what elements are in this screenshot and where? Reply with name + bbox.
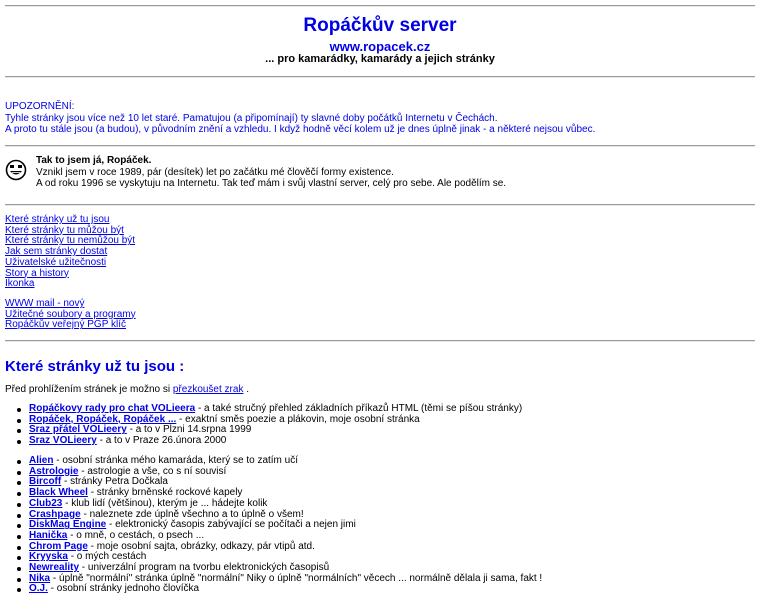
nav-link-story-history[interactable]: Story a history bbox=[5, 267, 69, 279]
nav-link-files-programs[interactable]: Užitečné soubory a programy bbox=[5, 308, 136, 320]
intro-heading: Tak to jsem já, Ropáček. bbox=[36, 155, 152, 166]
list-item-link[interactable]: Black Wheel bbox=[29, 487, 88, 499]
secondary-nav bbox=[5, 299, 136, 331]
eye-test-text: Před prohlížením stránek je možno si bbox=[5, 384, 173, 395]
warning-heading: UPOZORNĚNÍ: bbox=[5, 101, 75, 112]
list-item-desc: - osobní stránka mého kamaráda, který se to zatím učí bbox=[53, 455, 299, 466]
nav-link-existing-pages[interactable]: Které stránky už tu jsou bbox=[5, 214, 110, 225]
nav-link-icon[interactable]: Ikonka bbox=[5, 278, 35, 290]
divider bbox=[5, 145, 755, 147]
smiley-face-icon bbox=[5, 159, 27, 181]
list-item-desc: - a také stručný přehled základních příkazů HTML (těmi se píšou stránky) bbox=[195, 403, 523, 414]
list-item-desc: - stránky brněnské rockové kapely bbox=[87, 487, 243, 499]
site-url: www.ropacek.cz bbox=[329, 39, 431, 54]
pages-list-featured bbox=[0, 404, 522, 447]
nav-link-possible-pages[interactable]: Které stránky tu můžou být bbox=[5, 224, 124, 236]
list-item-desc: - o mých cestách bbox=[67, 551, 147, 563]
list-item-desc: - osobní stránky jednoho človíčka bbox=[47, 583, 200, 595]
divider bbox=[5, 76, 755, 78]
divider bbox=[5, 204, 755, 206]
divider bbox=[5, 5, 755, 7]
list-item-desc: - o mně, o cestách, o psech ... bbox=[67, 529, 205, 541]
nav-link-www-mail[interactable]: WWW mail - nový bbox=[5, 298, 85, 309]
eye-test-line bbox=[5, 384, 249, 395]
list-item bbox=[29, 436, 522, 447]
list-item-link[interactable]: Astrologie bbox=[29, 465, 79, 477]
warning-line: Tyhle stránky jsou více než 10 let staré. Pamatujou (a připomínají) ty slavné doby počátků Internetu v Čechách. bbox=[5, 112, 498, 124]
list-item bbox=[29, 584, 542, 595]
list-item-desc: - elektronický časopis zabývající se počítači a nejen jimi bbox=[106, 519, 356, 531]
warning-line: A proto tu stále jsou (a budou), v původním znění a vzhledu. I když hodně věcí kolem už je dnes úplně jinak - a některé nejsou vůbec. bbox=[5, 124, 596, 135]
list-item-desc: - úplně "normální" stránka úplně "normální" Niky o úplně "normálních" věcech ... normálně dělala ji sama, fakt ! bbox=[50, 572, 543, 584]
list-item-link[interactable]: Newreality bbox=[29, 562, 80, 574]
list-item-desc: - univerzální program na tvorbu elektronických časopisů bbox=[79, 562, 330, 574]
list-item-link[interactable]: Club23 bbox=[29, 497, 63, 509]
list-item-link[interactable]: O.J. bbox=[29, 583, 48, 595]
list-item-desc: - a to v Praze 26.února 2000 bbox=[96, 435, 227, 447]
list-item-link[interactable]: Ropáček, Ropáček, Ropáček ... bbox=[29, 413, 177, 425]
nav-link-user-utilities[interactable]: Uživatelské užitečnosti bbox=[5, 256, 107, 268]
eye-test-after: . bbox=[243, 384, 250, 395]
list-item-desc: - exaktní směs poezie a plákovin, moje osobní stránka bbox=[176, 413, 420, 425]
list-item-desc: - moje osobní sajta, obrázky, odkazy, pár vtipů atd. bbox=[87, 540, 315, 552]
list-item-desc: - stránky Petra Dočkala bbox=[61, 476, 168, 488]
warning-block bbox=[5, 101, 595, 136]
nav-link-forbidden-pages[interactable]: Které stránky tu nemůžou být bbox=[5, 235, 136, 247]
section-heading: Které stránky už tu jsou : bbox=[5, 358, 185, 375]
intro-line: A od roku 1996 se vyskytuju na Internetu. Tak teď mám i svůj vlastní server, celý pro sebe. Ale podělím se. bbox=[36, 178, 507, 189]
nav-link-pgp-key[interactable]: Ropáčkův veřejný PGP klíč bbox=[5, 319, 126, 331]
list-item-link[interactable]: Hanička bbox=[29, 529, 68, 541]
site-title: Ropáčkův server bbox=[303, 15, 457, 36]
list-item-desc: - naleznete zde úplně všechno a to úplně o všem! bbox=[80, 508, 304, 520]
list-item-link[interactable]: Ropáčkovy rady pro chat VOLieera bbox=[29, 403, 196, 414]
main-nav bbox=[5, 215, 135, 290]
intro-line: Vznikl jsem v roce 1989, pár (desítek) let po začátku mé člověčí formy existence. bbox=[36, 166, 394, 178]
list-item-link[interactable]: DiskMag Engine bbox=[29, 519, 107, 531]
list-item-link[interactable]: Sraz přátel VOLieery bbox=[29, 424, 127, 436]
nav-link-how-to-add[interactable]: Jak sem stránky dostat bbox=[5, 246, 108, 258]
list-item-desc: - astrologie a vše, co s ní souvisí bbox=[78, 465, 227, 477]
list-item-desc: - a to v Plzni 14.srpna 1999 bbox=[126, 424, 252, 436]
list-item-link[interactable]: Nika bbox=[29, 572, 51, 584]
list-item-link[interactable]: Kryyska bbox=[29, 551, 68, 563]
eye-test-link[interactable]: přezkoušet zrak bbox=[172, 384, 244, 395]
list-item-desc: - klub lidí (většinou), kterým je ... hádejte kolik bbox=[62, 497, 268, 509]
list-item-link[interactable]: Bircoff bbox=[29, 476, 62, 488]
site-tagline: ... pro kamarádky, kamarády a jejich stránky bbox=[265, 53, 495, 65]
list-item-link[interactable]: Crashpage bbox=[29, 508, 81, 520]
divider bbox=[5, 340, 755, 342]
pages-list-users bbox=[0, 456, 542, 595]
list-item-link[interactable]: Alien bbox=[29, 455, 54, 466]
list-item-link[interactable]: Sraz VOLieery bbox=[29, 435, 97, 447]
list-item-link[interactable]: Chrom Page bbox=[29, 540, 88, 552]
